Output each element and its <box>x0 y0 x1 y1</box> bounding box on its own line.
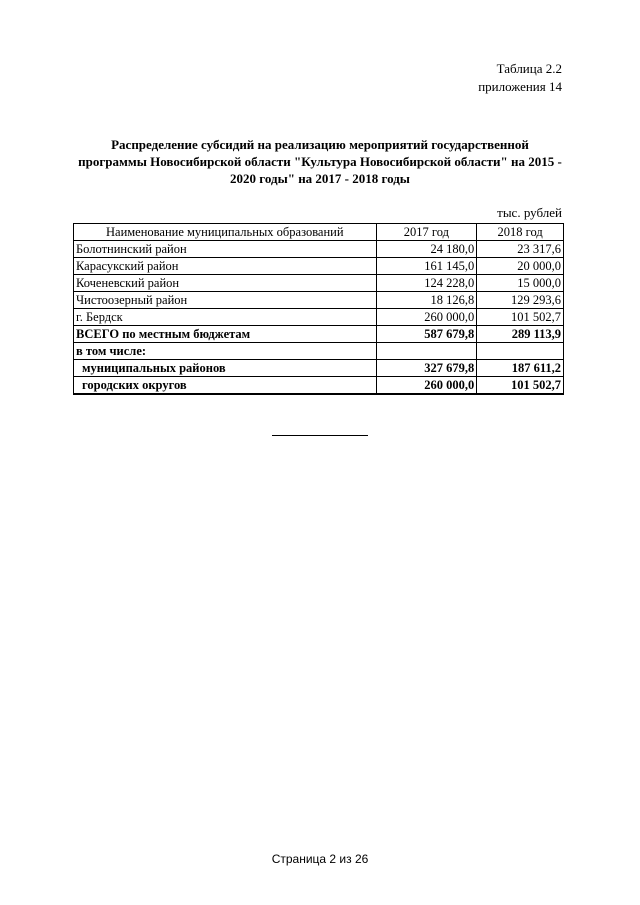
row-value-2017: 587 679,8 <box>376 326 477 343</box>
row-name: г. Бердск <box>74 309 377 326</box>
units-label: тыс. рублей <box>497 205 562 220</box>
row-name: Карасукский район <box>74 258 377 275</box>
row-value-2017: 124 228,0 <box>376 275 477 292</box>
table-number: Таблица 2.2 <box>496 61 562 76</box>
table-row <box>74 309 564 326</box>
table-row <box>74 275 564 292</box>
title-line-2: программы Новосибирской области "Культура Новосибирской области" на 2015 - <box>78 154 562 169</box>
row-name: муниципальных районов <box>74 360 377 377</box>
page-number: Страница 2 из 26 <box>271 852 369 866</box>
row-value-2017: 260 000,0 <box>376 377 477 395</box>
row-value-2018: 129 293,6 <box>477 292 564 309</box>
end-divider <box>272 435 368 436</box>
row-value-2018: 101 502,7 <box>477 309 564 326</box>
table-row <box>74 258 564 275</box>
title-line-1: Распределение субсидий на реализацию мероприятий государственной <box>111 137 529 152</box>
row-value-2018: 187 611,2 <box>477 360 564 377</box>
row-name: ВСЕГО по местным бюджетам <box>74 326 377 343</box>
row-value-2017: 24 180,0 <box>376 241 477 258</box>
row-name: Болотнинский район <box>74 241 377 258</box>
row-value-2018 <box>477 343 564 360</box>
table-row <box>74 241 564 258</box>
row-value-2018: 101 502,7 <box>477 377 564 395</box>
title-line-3: 2020 годы" на 2017 - 2018 годы <box>230 171 410 186</box>
row-name: Коченевский район <box>74 275 377 292</box>
row-value-2018: 15 000,0 <box>477 275 564 292</box>
row-name: городских округов <box>74 377 377 395</box>
table-row-including <box>74 343 564 360</box>
row-value-2017: 18 126,8 <box>376 292 477 309</box>
row-name: Чистоозерный район <box>74 292 377 309</box>
table-row-urban-districts <box>74 377 564 395</box>
row-value-2017: 327 679,8 <box>376 360 477 377</box>
column-header-name: Наименование муниципальных образований <box>74 224 377 241</box>
appendix-number: приложения 14 <box>478 79 562 94</box>
table-reference <box>478 60 562 96</box>
table-row-municipal-districts <box>74 360 564 377</box>
table-row <box>74 292 564 309</box>
table-header-row <box>74 224 564 241</box>
row-name: в том числе: <box>74 343 377 360</box>
document-title <box>60 136 580 187</box>
row-value-2017: 260 000,0 <box>376 309 477 326</box>
row-value-2017 <box>376 343 477 360</box>
row-value-2018: 23 317,6 <box>477 241 564 258</box>
row-value-2017: 161 145,0 <box>376 258 477 275</box>
column-header-2018: 2018 год <box>477 224 564 241</box>
row-value-2018: 20 000,0 <box>477 258 564 275</box>
table-row-total <box>74 326 564 343</box>
row-value-2018: 289 113,9 <box>477 326 564 343</box>
column-header-2017: 2017 год <box>376 224 477 241</box>
subsidies-table <box>73 223 564 395</box>
